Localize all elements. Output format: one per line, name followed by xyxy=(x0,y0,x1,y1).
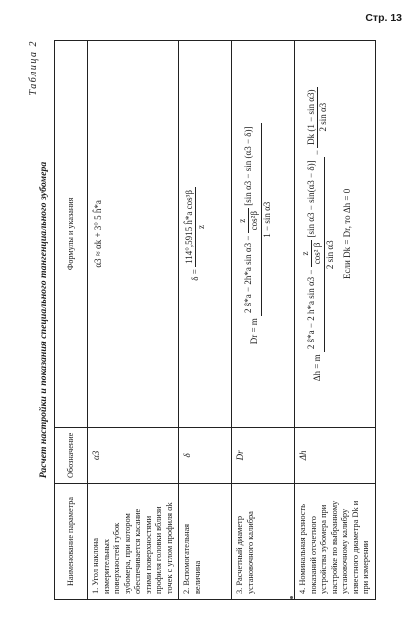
table-row xyxy=(232,41,295,600)
fraction-denominator: 1 − sin α3 xyxy=(261,201,272,238)
row-formula xyxy=(232,41,295,428)
inner-fraction xyxy=(237,208,261,233)
fraction-denominator: 2 sin α3 xyxy=(324,240,335,270)
table-title: Расчет настройки и показания специального тангенциального зубомера xyxy=(38,161,49,479)
row-name: 3. Расчетный диаметр установочного калибра xyxy=(232,484,295,600)
formula-main: α3 ≈ αk + 3° 5 ĥ*a xyxy=(93,200,103,268)
row-symbol: δ xyxy=(179,427,232,483)
header-formula: Формулы и указания xyxy=(55,41,88,428)
formula-fraction xyxy=(184,187,208,267)
row-name: 2. Вспомогательная величина xyxy=(179,484,232,600)
row-symbol: Dr xyxy=(232,427,295,483)
row-formula xyxy=(179,41,232,428)
inner-numerator: z xyxy=(300,240,312,268)
inner-fraction xyxy=(300,240,324,268)
formula-lhs: δ = xyxy=(189,269,200,281)
table-header-row xyxy=(55,41,88,600)
formula-part2: [sin α3 − sin(α3 − δ)] xyxy=(305,160,316,238)
formula-fraction xyxy=(300,157,336,352)
parameters-table xyxy=(54,40,376,600)
table-row xyxy=(88,41,179,600)
table-label: Таблица 2 xyxy=(28,40,39,96)
formula-note: Если Dk = Dr, то Δh = 0 xyxy=(341,188,352,279)
table-row xyxy=(179,41,232,600)
header-symbol: Обозначение xyxy=(55,427,88,483)
header-name: Наименование параметра xyxy=(55,484,88,600)
row-name: 4. Номинальная разность показаний отсчетного устройства зубомера при настройке по выбранному установочному калибру известного диаметра Dk и при измерении xyxy=(295,484,376,600)
rotated-table-block xyxy=(28,40,378,600)
inner-numerator: z xyxy=(237,208,249,233)
formula-lhs: Δh = m xyxy=(311,354,322,382)
fraction-numerator: 114°,5915 ĥ*a cos³β xyxy=(184,187,196,267)
second-numerator: Dk (1 − sin α3) xyxy=(306,87,318,148)
page-number: Стр. 13 xyxy=(365,12,402,24)
inner-denominator: cos² β xyxy=(312,242,323,265)
inner-denominator: cos²β xyxy=(249,211,260,231)
second-fraction xyxy=(306,87,330,148)
fraction-denominator: z xyxy=(196,224,207,229)
second-denominator: 2 sin α3 xyxy=(318,102,329,132)
formula-fraction xyxy=(237,123,273,315)
formula-part1: 2 ŝ*a − 2h*a sin α3 − xyxy=(242,235,253,313)
formula-part2: [sin α3 − sin (α3 − δ)] xyxy=(242,126,253,206)
row-symbol: Δh xyxy=(295,427,376,483)
row-name: 1. Угол наклона измерительных поверхностей губок зубомера, при котором обеспечивается касание этими поверхностями профиля головки вблизи точек с углом профиля αk xyxy=(88,484,179,600)
page-speck xyxy=(290,596,293,599)
formula-lhs: Dr = m xyxy=(248,318,259,345)
row-formula: Δh = m 2 ŝ*a − 2 h*a sin α3 − z cos² β [sin α3 − sin(α3 − δ)] 2 sin α3 − Dk (1 − sin α3) 2 sin α3 Если Dk = Dr, то Δh = 0 xyxy=(295,41,376,428)
row-formula xyxy=(88,41,179,428)
row-symbol: α3 xyxy=(88,427,179,483)
table-row xyxy=(295,41,376,600)
formula-part1: 2 ŝ*a − 2 h*a sin α3 − xyxy=(305,269,316,350)
